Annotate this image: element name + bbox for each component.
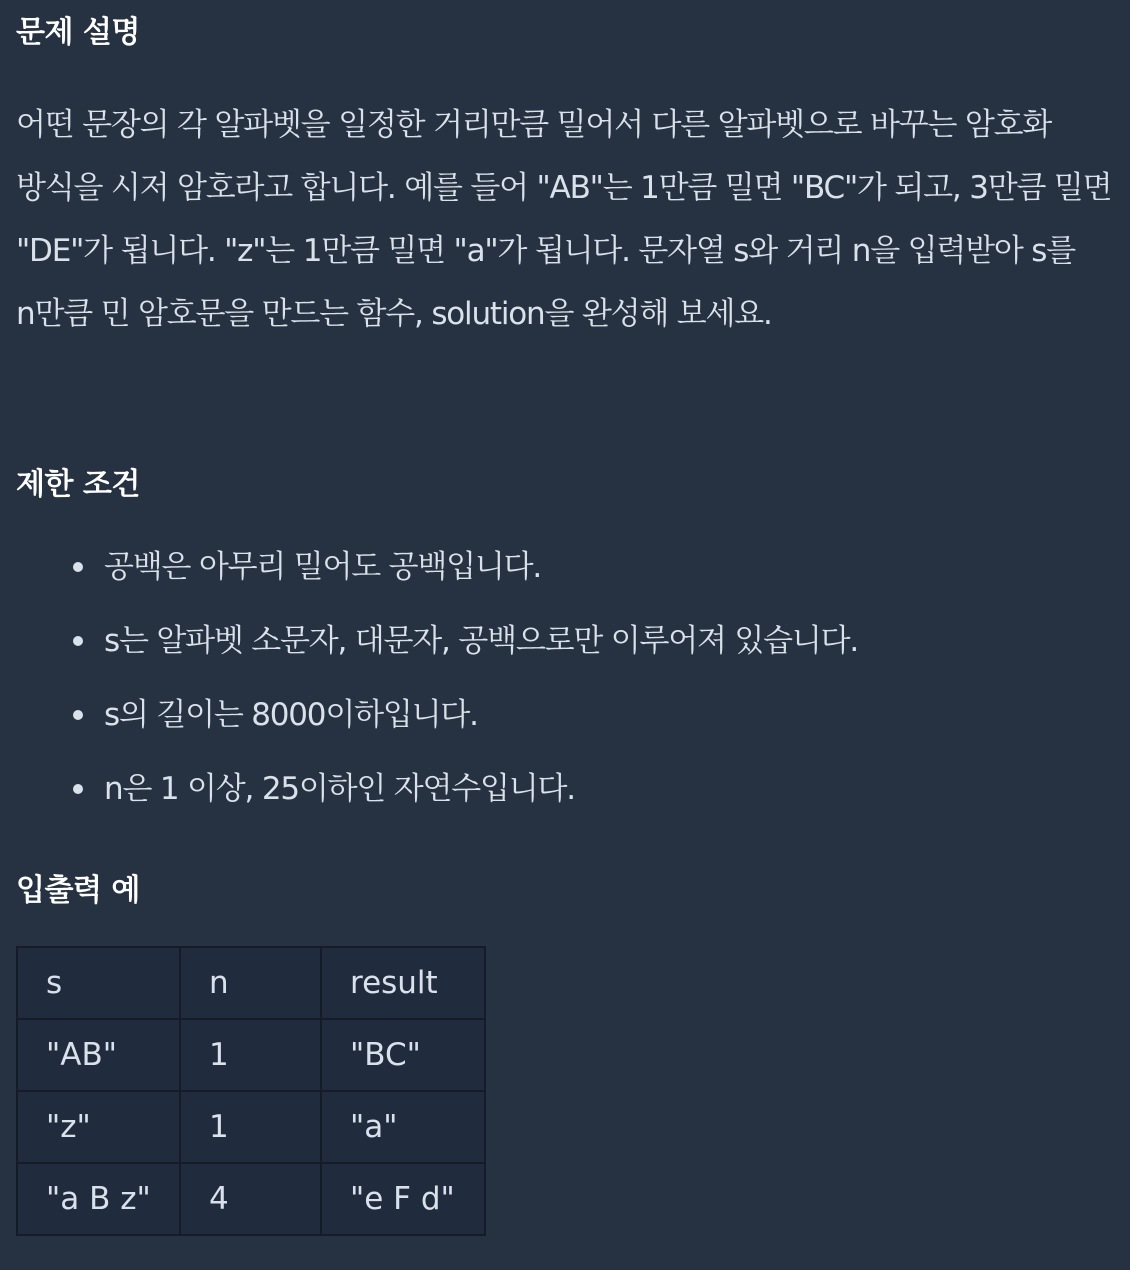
bullet-icon	[73, 710, 83, 720]
table-header-cell: result	[321, 947, 485, 1019]
table-cell: "e F d"	[321, 1163, 485, 1235]
table-row	[17, 1019, 485, 1091]
constraints-heading: 제한 조건	[16, 467, 140, 502]
constraint-text: 공백은 아무리 밀어도 공백입니다.	[104, 549, 542, 585]
constraint-item	[16, 752, 858, 826]
examples-heading: 입출력 예	[16, 873, 140, 908]
description-heading: 문제 설명	[16, 15, 140, 50]
table-cell: "a B z"	[17, 1163, 180, 1235]
table-row	[17, 1163, 485, 1235]
constraint-item	[16, 604, 858, 678]
table-row	[17, 1091, 485, 1163]
constraint-item	[16, 678, 858, 752]
table-cell: 4	[180, 1163, 321, 1235]
table-cell: "AB"	[17, 1019, 180, 1091]
table-cell: "a"	[321, 1091, 485, 1163]
description-body: 어떤 문장의 각 알파벳을 일정한 거리만큼 밀어서 다른 알파벳으로 바꾸는 암호화 방식을 시저 암호라고 합니다. 예를 들어 "AB"는 1만큼 밀면 "BC"가 되고, 3만큼 밀면 "DE"가 됩니다. "z"는 1만큼 밀면 "a"가 됩니다. 문자열 s와 거리 n을 입력받아 s를 n만큼 민 암호문을 만드는 함수, solution을 완성해 보세요.	[16, 107, 1112, 332]
bullet-icon	[73, 636, 83, 646]
bullet-icon	[73, 562, 83, 572]
table-cell: "BC"	[321, 1019, 485, 1091]
table-cell: "z"	[17, 1091, 180, 1163]
table-cell: 1	[180, 1019, 321, 1091]
constraint-text: s의 길이는 8000이하입니다.	[104, 697, 478, 733]
bullet-icon	[73, 784, 83, 794]
constraints-list	[16, 530, 858, 826]
table-header-cell: n	[180, 947, 321, 1019]
constraint-text: n은 1 이상, 25이하인 자연수입니다.	[104, 771, 575, 807]
constraint-text: s는 알파벳 소문자, 대문자, 공백으로만 이루어져 있습니다.	[104, 623, 858, 659]
table-header-row	[17, 947, 485, 1019]
table-header-cell: s	[17, 947, 180, 1019]
constraint-item	[16, 530, 858, 604]
examples-table	[16, 946, 486, 1236]
table-cell: 1	[180, 1091, 321, 1163]
